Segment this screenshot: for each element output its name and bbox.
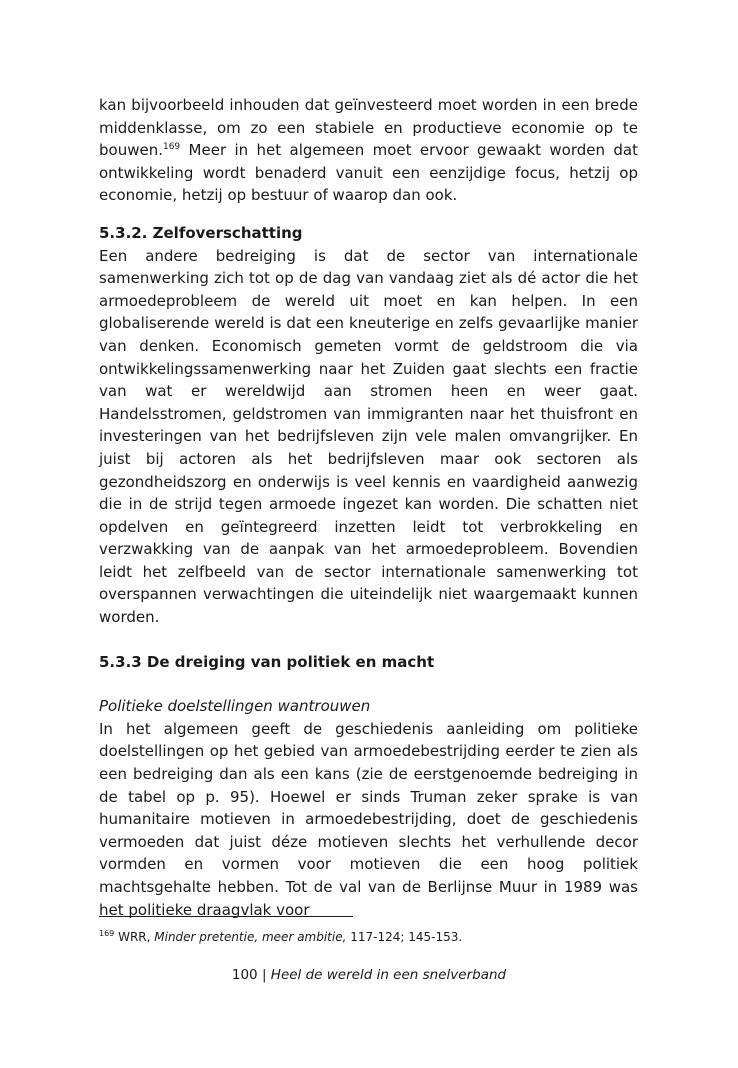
footnote-reference[interactable]: 169 <box>162 142 181 153</box>
section-heading-532: 5.3.2. Zelfoverschatting <box>99 223 303 242</box>
paragraph-politiek: In het algemeen geeft de geschiedenis aanleiding om politieke doelstellingen op het gebied van armoedebestrijding eerder te zien als een bedreiging dan als een kans (zie de eerstgenoemde bedreiging in de tabel op p. 95). Hoewel er sinds Truman zeker sprake is van humanitaire motieven in armoedebestrijding, doet de geschiedenis vermoeden dat juist déze motieven slechts het verhullende decor vormden en vormen voor motieven die een hoog politiek machtsgehalte hebben. Tot de val van de Berlijnse Muur in 1989 was het politieke draagvlak voor <box>99 719 638 919</box>
book-title: Heel de wereld in een snelverband <box>270 967 507 983</box>
footnote-divider <box>99 916 353 917</box>
paragraph-intro <box>99 94 638 207</box>
paragraph-intro-text-b: Meer in het algemeen moet ervoor gewaakt worden dat ontwikkeling wordt benaderd vanuit een eenzijdige focus, hetzij op economie, hetzij op bestuur of waarop dan ook. <box>99 141 638 205</box>
paragraph-intro-text-a: kan bijvoorbeeld inhouden dat geïnvesteerd moet worden in een brede middenklasse, om zo een stabiele en productieve economie op te bouwen. <box>99 96 638 160</box>
footnote-number: 169 <box>99 929 115 938</box>
footnote-pages: 117-124; 145-153. <box>346 930 463 944</box>
footnote <box>99 929 638 945</box>
footnote-title: Minder pretentie, meer ambitie, <box>154 930 347 944</box>
paragraph-zelfoverschatting: Een andere bedreiging is dat de sector van internationale samenwerking zich tot op de dag van vandaag ziet als dé actor die het armoedeprobleem de wereld uit moet en kan helpen. In een globaliserende wereld is dat een kneuterige en zelfs gevaarlijke manier van denken. Economisch gemeten vormt de geldstroom die via ontwikkelingssamenwerking naar het Zuiden gaat slechts een fractie van wat er wereldwijd aan stromen heen en weer gaat. Handelsstromen, geldstromen van immigranten naar het thuisfront en investeringen van het bedrijfsleven zijn vele malen omvangrijker. En juist bij actoren als het bedrijfsleven maar ook sectoren als gezondheidszorg en onderwijs is veel kennis en vaardigheid aanwezig die in de strijd tegen armoede ingezet kan worden. Die schatten niet opdelven en geïntegreerd inzetten leidt tot verbrokkeling en verzwakking van de aanpak van het armoedeprobleem. Bovendien leidt het zelfbeeld van de sector internationale samenwerking tot overspannen verwachtingen die uiteindelijk niet waargemaakt kunnen worden. <box>99 246 638 627</box>
section-heading-533: 5.3.3 De dreiging van politiek en macht <box>99 652 435 671</box>
page-footer <box>0 966 738 984</box>
subheading-italic: Politieke doelstellingen wantrouwen <box>99 697 371 716</box>
page-body <box>99 94 638 921</box>
page-number: 100 <box>231 967 258 983</box>
footnote-lead: WRR, <box>114 930 155 944</box>
footer-separator: | <box>257 967 271 983</box>
